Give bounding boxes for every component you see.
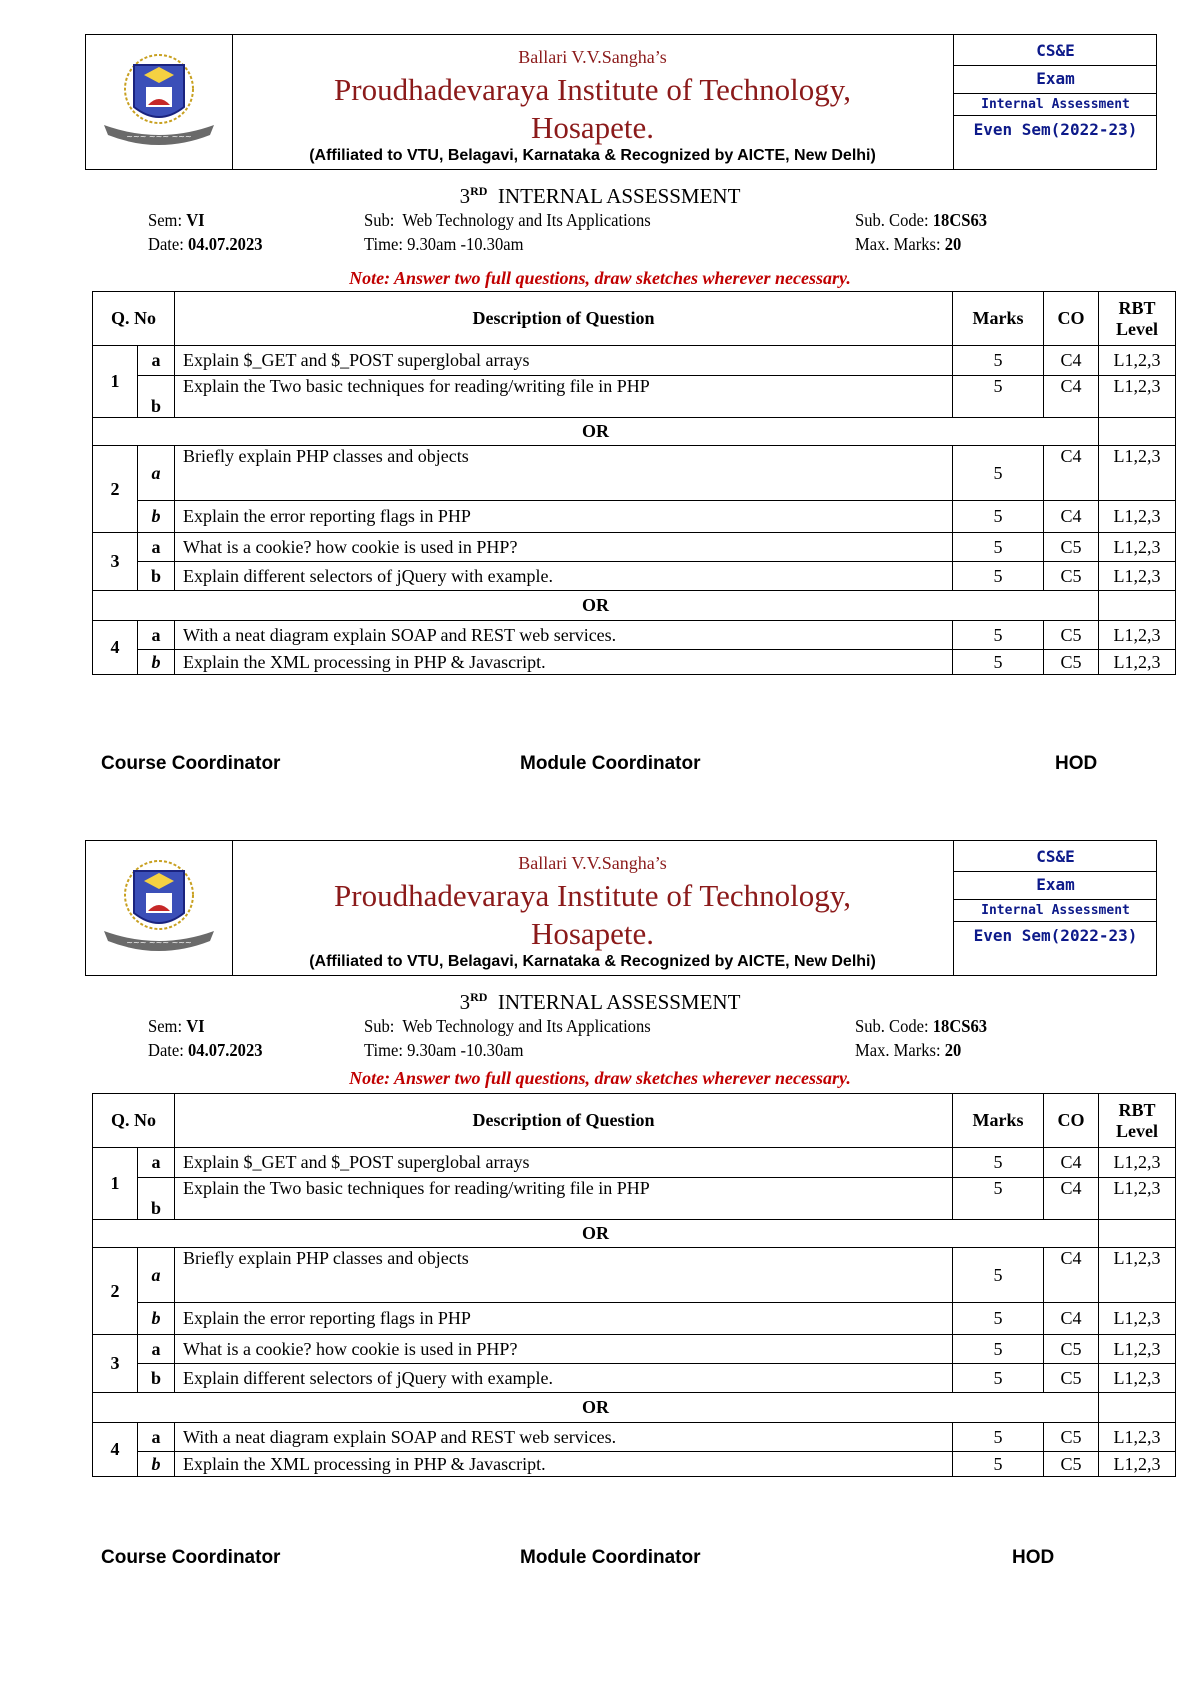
table-row: 2 a Briefly explain PHP classes and objects 5 C4 L1,2,3	[93, 1248, 1176, 1303]
college-logo	[86, 841, 233, 975]
header-description: Description of Question	[175, 1094, 953, 1148]
or-row: OR	[93, 591, 1176, 621]
exam-label: Exam	[1036, 69, 1075, 88]
exam-type: Internal Assessment	[981, 97, 1130, 112]
semester-label: Even Sem(2022-23)	[973, 120, 1138, 139]
table-row: b Explain the Two basic techniques for reading/writing file in PHP 5 C4 L1,2,3	[93, 376, 1176, 418]
exam-date: Date: 04.07.2023	[148, 234, 263, 254]
table-row: b Explain the error reporting flags in PHP 5 C4 L1,2,3	[93, 501, 1176, 533]
header-box	[85, 840, 1157, 976]
subject: Sub: Web Technology and Its Applications	[364, 210, 651, 230]
or-row: OR	[93, 1393, 1176, 1423]
assessment-title: 3RD INTERNAL ASSESSMENT	[459, 990, 741, 1014]
subject-code: Sub. Code: 18CS63	[855, 1016, 988, 1036]
college-logo	[86, 35, 233, 169]
header-marks: Marks	[953, 1094, 1044, 1148]
affiliation: (Affiliated to VTU, Belagavi, Karnataka & Recognized by AICTE, New Delhi)	[309, 147, 876, 164]
table-row: 3 a What is a cookie? how cookie is used in PHP? 5 C5 L1,2,3	[93, 533, 1176, 562]
module-coordinator-signature: Module Coordinator	[520, 1547, 701, 1568]
subject: Sub: Web Technology and Its Applications	[364, 1016, 651, 1036]
course-coordinator-signature: Course Coordinator	[101, 1547, 281, 1568]
semester: Sem: VI	[148, 1016, 205, 1036]
table-row: 1 a Explain $_GET and $_POST superglobal arrays 5 C4 L1,2,3	[93, 1148, 1176, 1178]
exam-date: Date: 04.07.2023	[148, 1040, 263, 1060]
questions-table	[92, 1093, 1176, 1477]
table-row: b Explain the Two basic techniques for reading/writing file in PHP 5 C4 L1,2,3	[93, 1178, 1176, 1220]
header-co: CO	[1044, 1094, 1099, 1148]
instruction-note: Note: Answer two full questions, draw sketches wherever necessary.	[349, 268, 851, 288]
table-row: 3 a What is a cookie? how cookie is used in PHP? 5 C5 L1,2,3	[93, 1335, 1176, 1364]
max-marks: Max. Marks: 20	[855, 234, 962, 254]
header-qno: Q. No	[93, 292, 175, 346]
table-row: b Explain the error reporting flags in PHP 5 C4 L1,2,3	[93, 1303, 1176, 1335]
hod-signature: HOD	[1055, 753, 1098, 774]
department: CS&E	[1036, 847, 1075, 866]
semester: Sem: VI	[148, 210, 205, 230]
exam-info-box	[953, 35, 1157, 169]
header-co: CO	[1044, 292, 1099, 346]
exam-label: Exam	[1036, 875, 1075, 894]
table-row: b Explain the XML processing in PHP & Javascript. 5 C5 L1,2,3	[93, 650, 1176, 675]
table-row: 4 a With a neat diagram explain SOAP and REST web services. 5 C5 L1,2,3	[93, 1423, 1176, 1452]
max-marks: Max. Marks: 20	[855, 1040, 962, 1060]
table-row: b Explain different selectors of jQuery with example. 5 C5 L1,2,3	[93, 1364, 1176, 1393]
header-qno: Q. No	[93, 1094, 175, 1148]
table-header-row	[93, 1094, 1176, 1148]
department: CS&E	[1036, 41, 1075, 60]
header-box	[85, 34, 1157, 170]
module-coordinator-signature: Module Coordinator	[520, 753, 701, 774]
table-header-row	[93, 292, 1176, 346]
assessment-title: 3RD INTERNAL ASSESSMENT	[459, 184, 741, 208]
table-row: 4 a With a neat diagram explain SOAP and REST web services. 5 C5 L1,2,3	[93, 621, 1176, 650]
exam-type: Internal Assessment	[981, 903, 1130, 918]
table-row: b Explain the XML processing in PHP & Javascript. 5 C5 L1,2,3	[93, 1452, 1176, 1477]
header-description: Description of Question	[175, 292, 953, 346]
header-rbt: RBT Level	[1099, 1094, 1176, 1148]
header-rbt: RBT Level	[1099, 292, 1176, 346]
exam-time: Time: 9.30am -10.30am	[364, 234, 524, 254]
subject-code: Sub. Code: 18CS63	[855, 210, 988, 230]
affiliation: (Affiliated to VTU, Belagavi, Karnataka & Recognized by AICTE, New Delhi)	[309, 953, 876, 970]
table-row: 1 a Explain $_GET and $_POST superglobal arrays 5 C4 L1,2,3	[93, 346, 1176, 376]
table-row: 2 a Briefly explain PHP classes and objects 5 C4 L1,2,3	[93, 446, 1176, 501]
svg-text:~~~ ~~~ ~~~: ~~~ ~~~ ~~~	[126, 938, 192, 947]
exam-info-box	[953, 841, 1157, 975]
institute-name: Proudhadevaraya Institute of Technology, Hosapete.	[334, 72, 851, 145]
semester-label: Even Sem(2022-23)	[973, 926, 1138, 945]
college-emblem-icon	[86, 35, 232, 169]
header-marks: Marks	[953, 292, 1044, 346]
society-name: Ballari V.V.Sangha’s	[518, 853, 667, 873]
svg-text:~~~ ~~~ ~~~: ~~~ ~~~ ~~~	[126, 132, 192, 141]
society-name: Ballari V.V.Sangha’s	[518, 47, 667, 67]
exam-time: Time: 9.30am -10.30am	[364, 1040, 524, 1060]
or-row: OR	[93, 1220, 1176, 1248]
college-emblem-icon	[86, 841, 232, 975]
or-row: OR	[93, 418, 1176, 446]
institute-name: Proudhadevaraya Institute of Technology, Hosapete.	[334, 878, 851, 951]
questions-table	[92, 291, 1176, 675]
course-coordinator-signature: Course Coordinator	[101, 753, 281, 774]
hod-signature: HOD	[1012, 1547, 1055, 1568]
table-row: b Explain different selectors of jQuery with example. 5 C5 L1,2,3	[93, 562, 1176, 591]
instruction-note: Note: Answer two full questions, draw sketches wherever necessary.	[349, 1068, 851, 1088]
